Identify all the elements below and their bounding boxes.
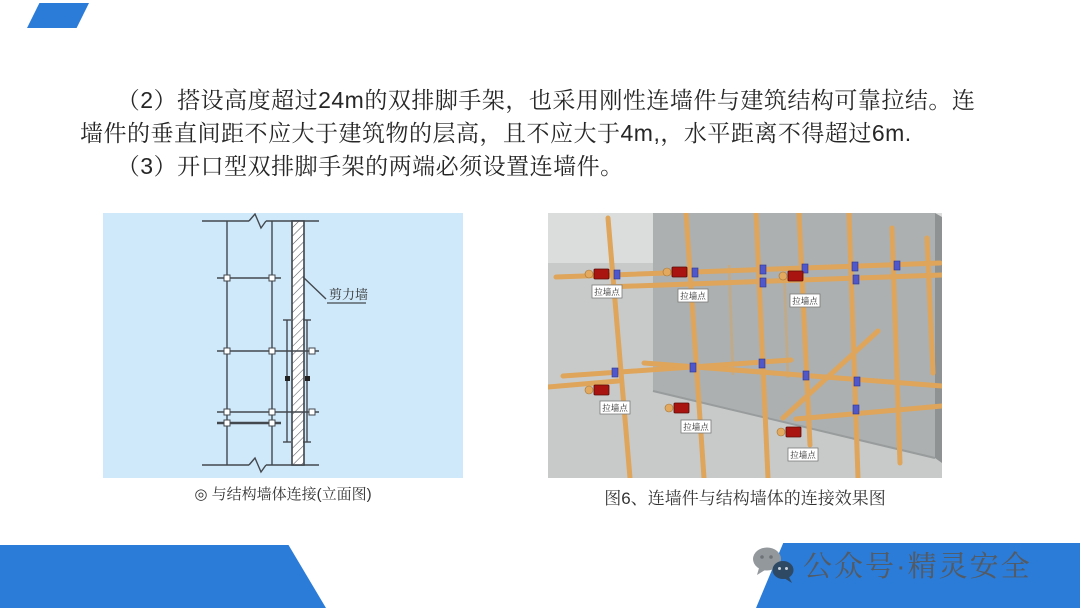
- watermark: [751, 544, 1032, 585]
- chat-bubbles-icon: [751, 547, 797, 583]
- tie-tag-label: 拉墙点: [790, 450, 816, 460]
- tie-tag-label: 拉墙点: [594, 287, 620, 297]
- paragraph-item-3: （3）开口型双排脚手架的两端必须设置连墙件。: [116, 153, 624, 179]
- scaffold-lines: [202, 214, 369, 472]
- figure-elevation-diagram: [103, 213, 463, 478]
- body-text-block: [80, 84, 992, 183]
- decoration-top-left-parallelogram: [27, 3, 89, 28]
- tie-tag-label: 拉墙点: [792, 296, 818, 306]
- figure-3d-render: [548, 213, 942, 478]
- figure-left-caption: ◎ 与结构墙体连接(立面图): [194, 486, 372, 503]
- shear-wall-label: 剪力墙: [329, 287, 369, 302]
- tie-tag-label: 拉墙点: [602, 403, 628, 413]
- watermark-text: 公众号·精灵安全: [803, 551, 1032, 583]
- tie-tag-label: 拉墙点: [683, 422, 709, 432]
- figure-right-caption: 图6、连墙件与结构墙体的连接效果图: [604, 489, 886, 508]
- elevation-diagram-drawing: [103, 213, 463, 478]
- decoration-bottom-left-trapezoid: [0, 545, 326, 608]
- paragraph-item-2: （2）搭设高度超过24m的双排脚手架，也采用刚性连墙件与建筑结构可靠拉结。连墙件的垂直间距不应大于建筑物的层高，且不应大于4m,，水平距离不得超过6m.: [80, 87, 976, 146]
- render-drawing: [548, 213, 942, 478]
- tie-tag-label: 拉墙点: [680, 291, 706, 301]
- concrete-wall-edge: [935, 213, 942, 463]
